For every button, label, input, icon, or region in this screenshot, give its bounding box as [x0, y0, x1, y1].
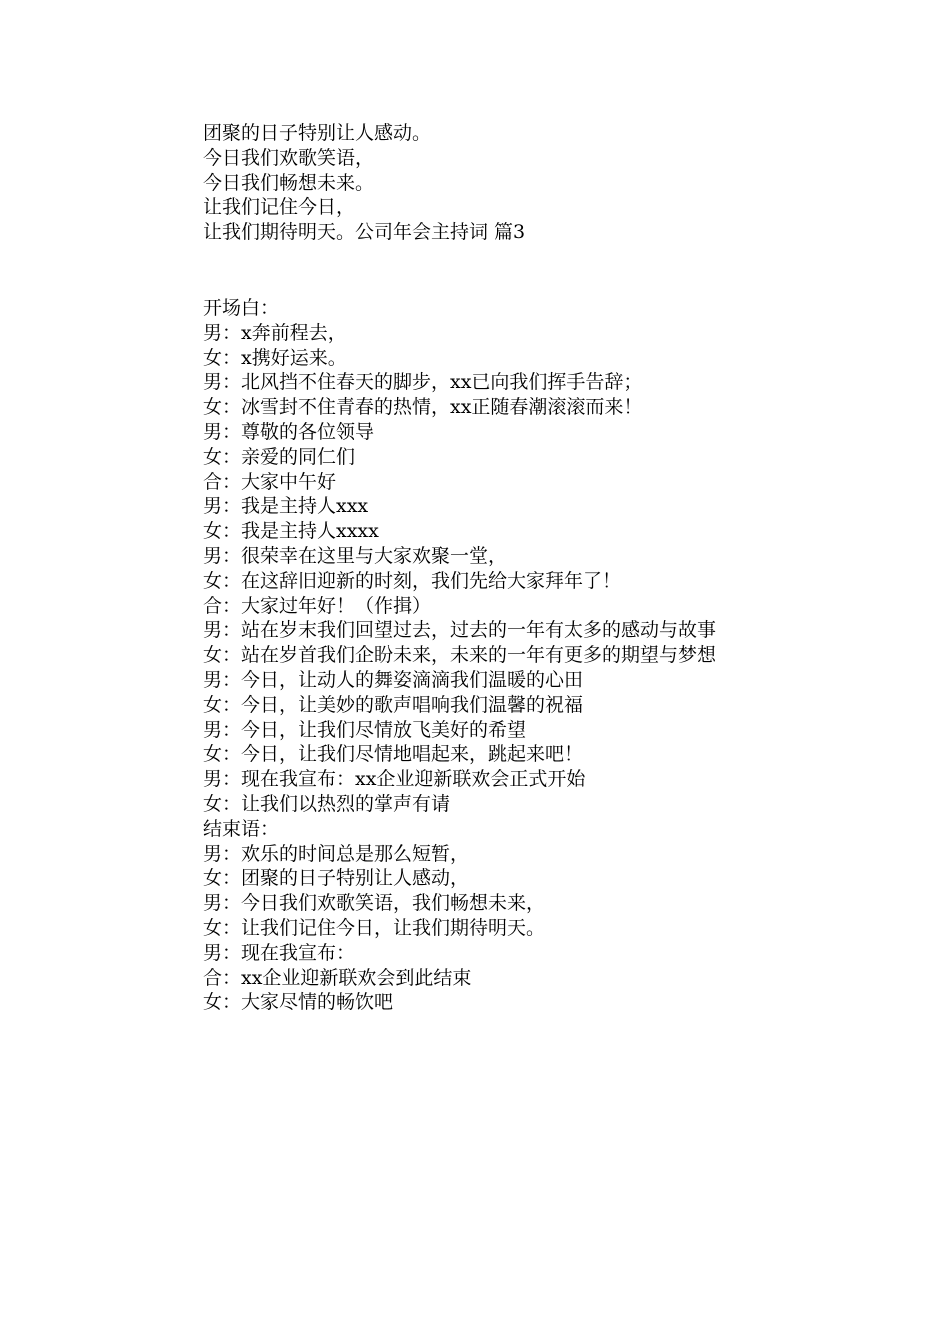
text-line: 合：xx企业迎新联欢会到此结束	[203, 966, 472, 989]
text-line: 女：让我们以热烈的掌声有请	[203, 792, 451, 815]
text-line: 合：大家过年好！（作揖）	[203, 594, 432, 617]
text-line: 男：北风挡不住春天的脚步，xx已向我们挥手告辞；	[203, 371, 643, 394]
text-line: 男：欢乐的时间总是那么短暂，	[203, 842, 470, 865]
text-line: 女：x携好运来。	[203, 346, 347, 369]
text-line: 男：很荣幸在这里与大家欢聚一堂，	[203, 544, 508, 567]
text-line: 让我们记住今日，	[203, 196, 356, 219]
text-line: 女：我是主持人xxxx	[203, 520, 379, 543]
section-heading-closing: 结束语：	[203, 817, 280, 840]
text-line: 男：站在岁末我们回望过去，过去的一年有太多的感动与故事	[203, 619, 717, 642]
text-line: 女：在这辞旧迎新的时刻，我们先给大家拜年了！	[203, 569, 622, 592]
text-line: 男：现在我宣布：	[203, 941, 356, 964]
top-text-block	[203, 121, 903, 245]
text-line: 男：现在我宣布：xx企业迎新联欢会正式开始	[203, 768, 586, 791]
text-line: 合：大家中午好	[203, 470, 337, 493]
section-heading-opening: 开场白：	[203, 297, 280, 319]
script-text-block	[203, 296, 903, 1015]
text-line: 女：冰雪封不住青春的热情，xx正随春潮滚滚而来！	[203, 396, 643, 419]
text-line: 男：今日，让我们尽情放飞美好的希望	[203, 718, 527, 741]
text-line: 男：x奔前程去，	[203, 321, 347, 344]
text-line: 女：让我们记住今日，让我们期待明天。	[203, 916, 546, 939]
text-line: 男：今日我们欢歌笑语，我们畅想未来，	[203, 892, 546, 915]
text-line: 女：站在岁首我们企盼未来，未来的一年有更多的期望与梦想	[203, 644, 717, 667]
text-line: 女：今日，让我们尽情地唱起来，跳起来吧！	[203, 743, 584, 766]
text-line: 女：团聚的日子特别让人感动，	[203, 867, 470, 890]
text-line: 让我们期待明天。公司年会主持词 篇3	[203, 221, 526, 244]
text-line: 男：今日，让动人的舞姿滴滴我们温暖的心田	[203, 668, 584, 691]
text-line: 女：今日，让美妙的歌声唱响我们温馨的祝福	[203, 693, 584, 716]
text-line: 女：大家尽情的畅饮吧	[203, 991, 394, 1014]
text-line: 女：亲爱的同仁们	[203, 445, 356, 468]
text-line: 男：尊敬的各位领导	[203, 420, 375, 443]
text-line: 男：我是主持人xxx	[203, 495, 369, 518]
text-line: 今日我们欢歌笑语，	[203, 146, 375, 169]
text-line: 今日我们畅想未来。	[203, 171, 375, 194]
text-line: 团聚的日子特别让人感动。	[203, 122, 432, 144]
